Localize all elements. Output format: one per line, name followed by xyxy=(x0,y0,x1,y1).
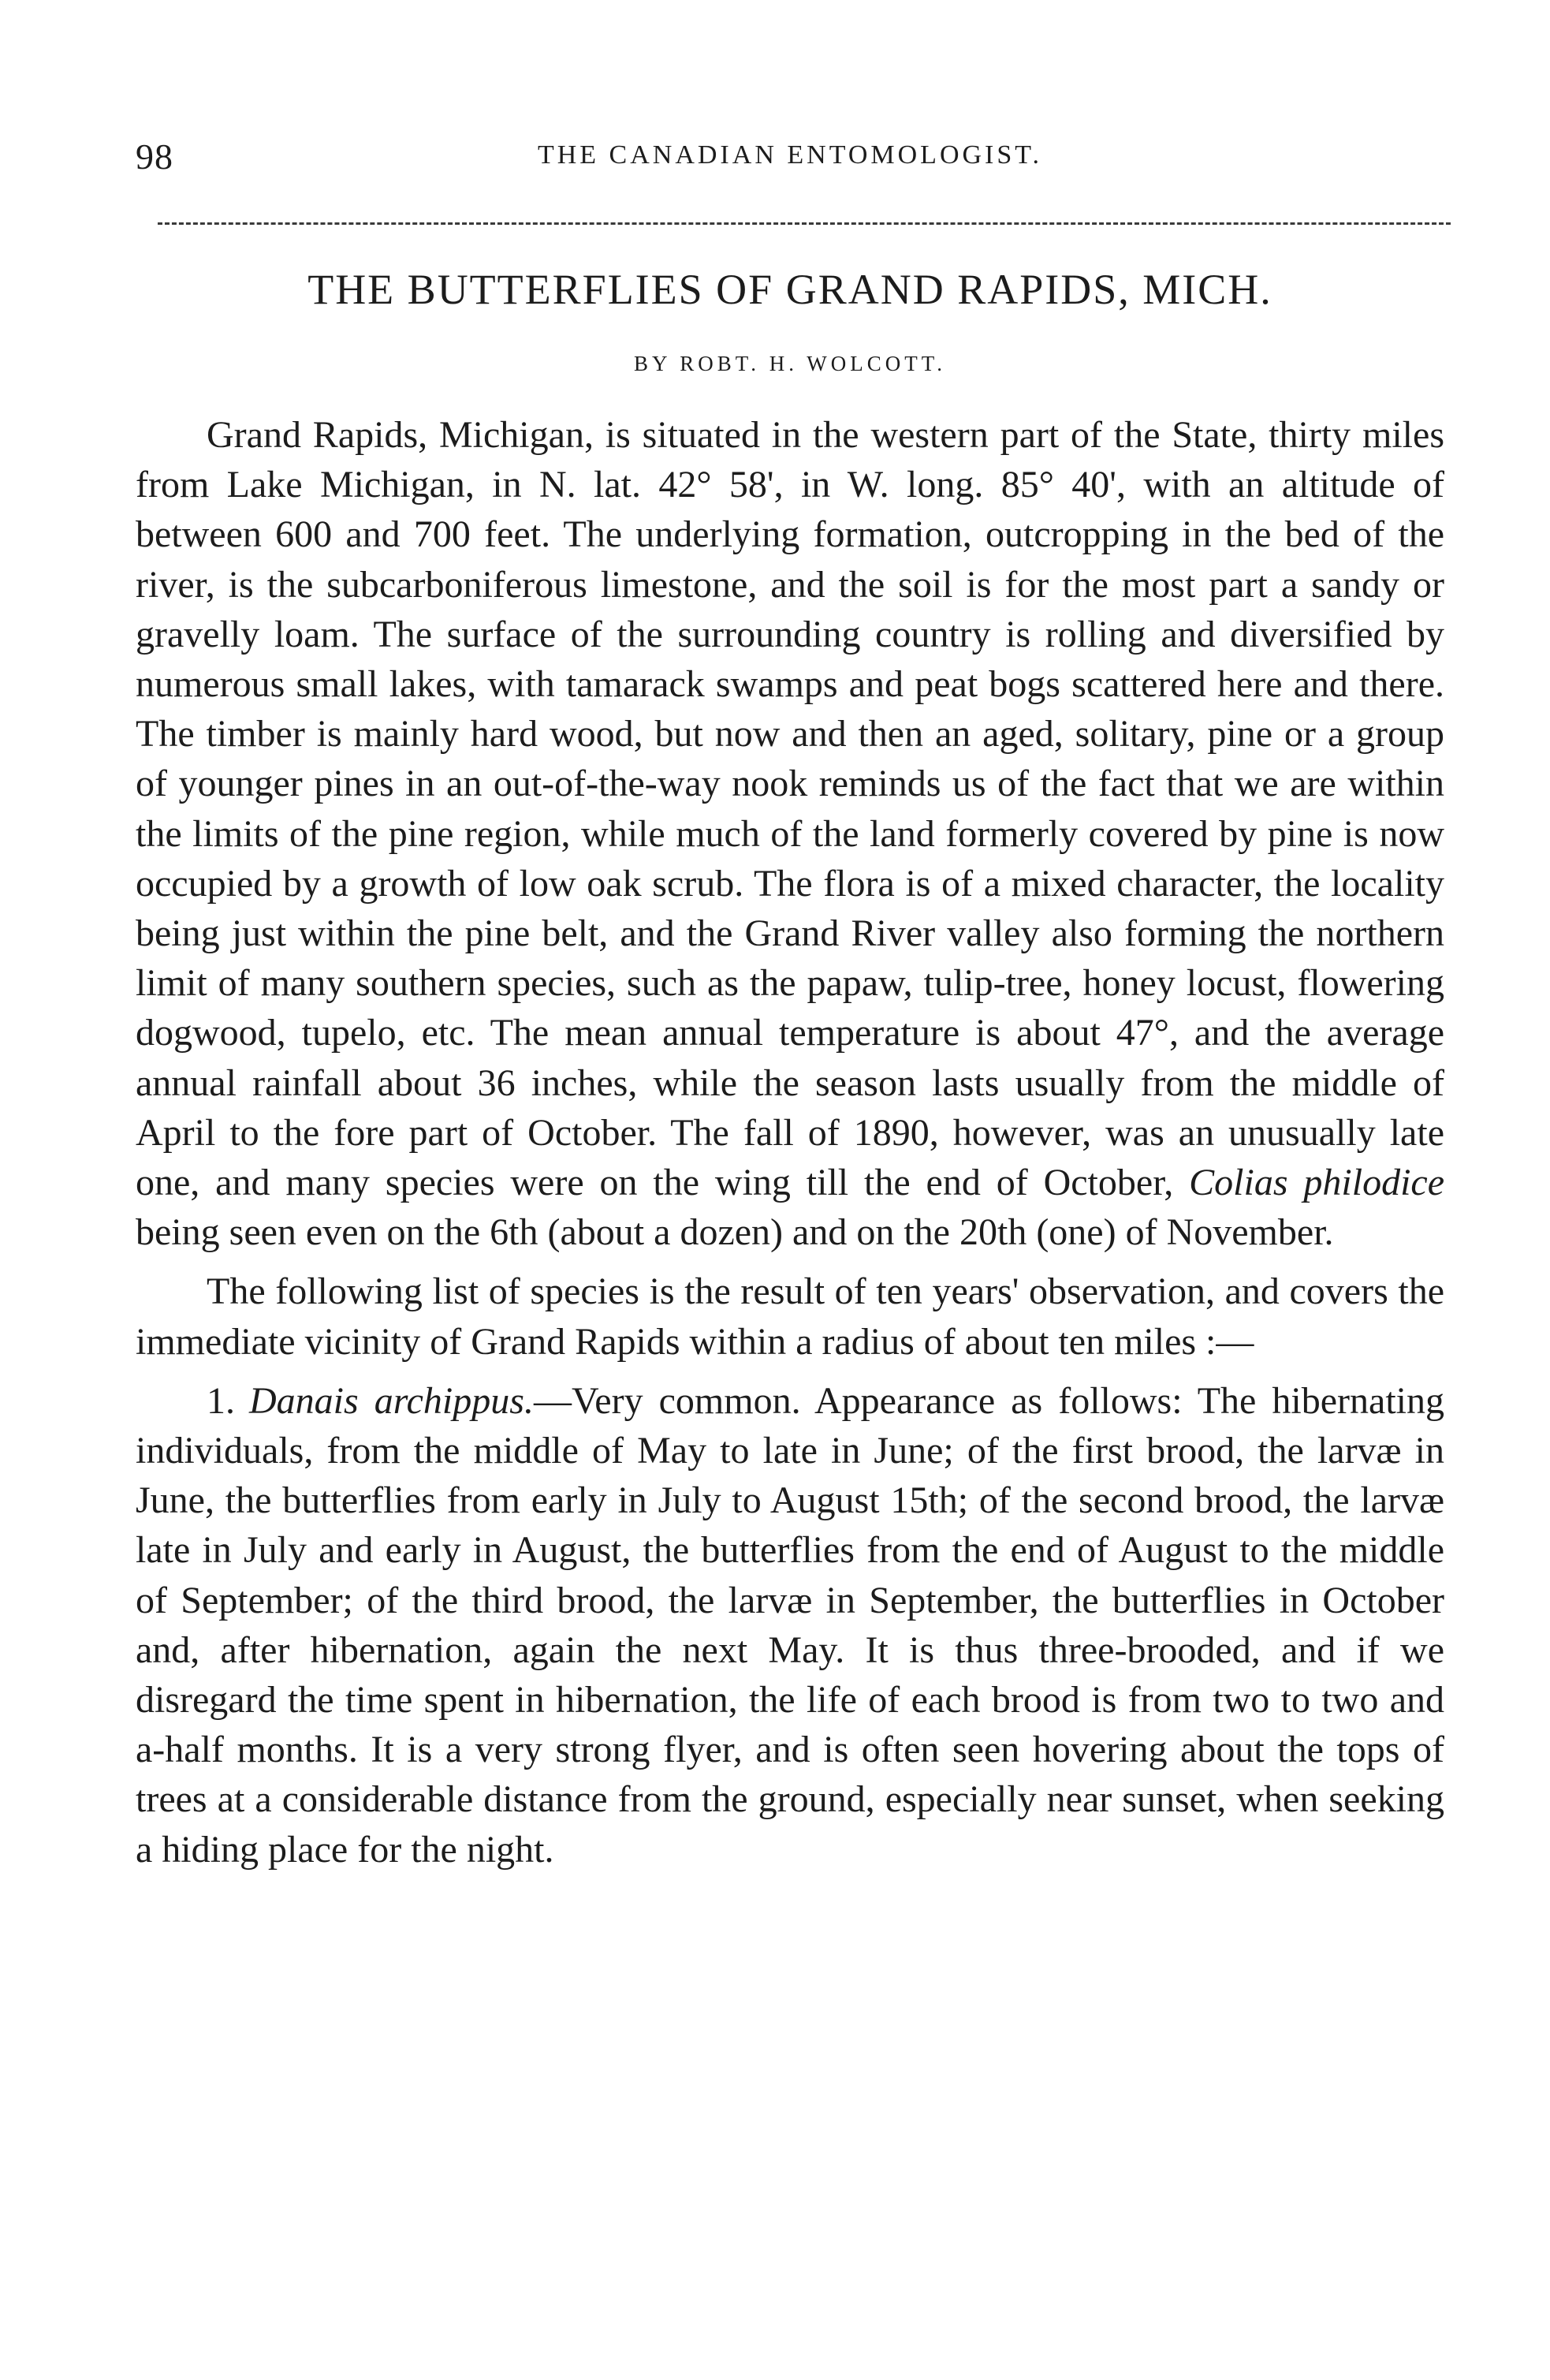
species-number: 1. xyxy=(207,1379,235,1422)
journal-title: THE CANADIAN ENTOMOLOGIST. xyxy=(537,140,1043,170)
paragraph-intro xyxy=(136,410,1444,1257)
paragraph-intro-text: Grand Rapids, Michigan, is situated in the western part of the State, thirty miles from Lake Michigan, in N. lat. 42° 58', in W. long. 85° 40', with an altitude of between 600 and 700 feet. The underlying formation, outcropping in the bed of the river, is the subcarboniferous limestone, and the soil is for the most part a sandy or gravelly loam. The surface of the surrounding country is rolling and diversified by numerous small lakes, with tamarack swamps and peat bogs scattered here and there. The timber is mainly hard wood, but now and then an aged, solitary, pine or a group of younger pines in an out-of-the-way nook reminds us of the fact that we are within the limits of the pine region, while much of the land formerly covered by pine is now occupied by a growth of low oak scrub. The flora is of a mixed character, the locality being just within the pine belt, and the Grand River valley also forming the northern limit of many southern species, such as the papaw, tulip-tree, honey locust, flowering dogwood, tupelo, etc. The mean annual temperature is about 47°, and the average annual rainfall about 36 inches, while the season lasts usually from the middle of April to the fore part of October. The fall of 1890, however, was an unusually late one, and many species were on the wing till the end of October, xyxy=(136,414,1444,1204)
species-reference: Colias philodice xyxy=(1189,1162,1445,1204)
species-entry xyxy=(136,1376,1444,1875)
species-description: Very common. Appearance as follows: The hibernating individuals, from the middle of May to late in June; of the first brood, the larvæ in June, the butterflies from early in July to August 15th; of the second brood, the larvæ late in July and early in August, the butterflies from the end of August to the middle of September; of the third brood, the larvæ in September, the butterflies in October and, after hibernation, again the next May. It is thus three-brooded, and if we disregard the time spent in hibernation, the life of each brood is from two to two and a-half months. It is a very strong flyer, and is often seen hovering about the tops of trees at a considerable distance from the ground, especially near sunset, when seeking a hiding place for the night. xyxy=(136,1379,1445,1871)
page-number: 98 xyxy=(136,136,173,177)
running-head xyxy=(136,136,1444,183)
species-name: Danais archippus. xyxy=(249,1379,534,1422)
paragraph-intro-tail: being seen even on the 6th (about a dozen) and on the 20th (one) of November. xyxy=(136,1211,1334,1254)
header-rule xyxy=(158,222,1451,225)
paragraph-list-intro: The following list of species is the result of ten years' observation, and covers the immediate vicinity of Grand Rapids within a radius of about ten miles :— xyxy=(136,1270,1444,1363)
article-title: THE BUTTERFLIES OF GRAND RAPIDS, MICH. xyxy=(307,266,1272,313)
species-separator: — xyxy=(533,1379,572,1422)
article-byline: BY ROBT. H. WOLCOTT. xyxy=(634,352,946,375)
article-body xyxy=(136,410,1444,1875)
